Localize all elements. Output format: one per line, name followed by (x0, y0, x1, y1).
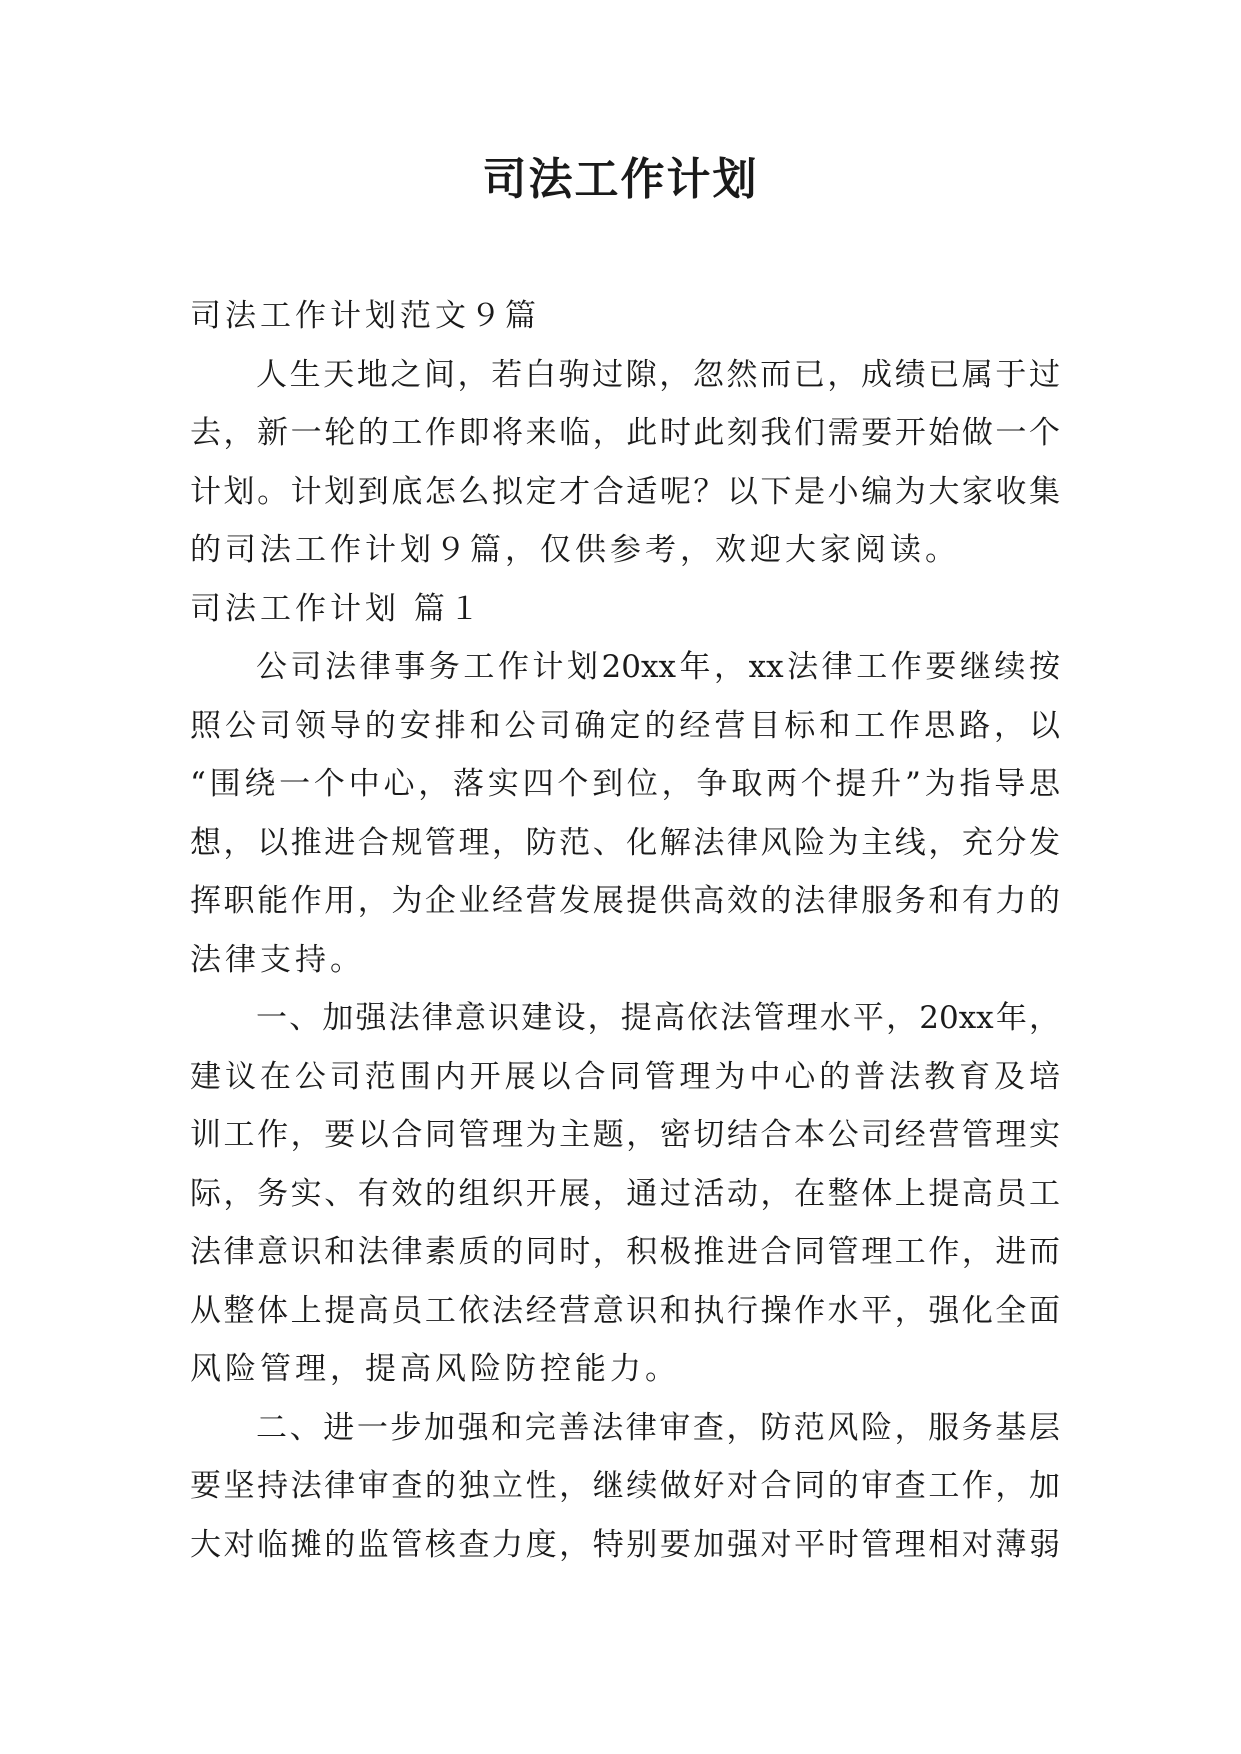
text-line: 计划。计划到底怎么拟定才合适呢？以下是小编为大家收集 (190, 473, 1060, 510)
text-line: 训工作，要以合同管理为主题，密切结合本公司经营管理实 (190, 1117, 1060, 1153)
text-line: 去，新一轮的工作即将来临，此时此刻我们需要开始做一个 (190, 415, 1060, 451)
text-line: 二、进一步加强和完善法律审查，防范风险，服务基层 (256, 1409, 1060, 1446)
text-line: 法律意识和法律素质的同时，积极推进合同管理工作，进而 (190, 1234, 1060, 1270)
text-line: 的司法工作计划９篇，仅供参考，欢迎大家阅读。 (190, 532, 960, 568)
text-line: 人生天地之间，若白驹过隙，忽然而已，成绩已属于过 (256, 356, 1060, 393)
text-line: 公司法律事务工作计划20xx年，xx法律工作要继续按 (256, 649, 1060, 685)
text-line: 一、加强法律意识建设，提高依法管理水平，20xx年， (256, 1000, 1060, 1036)
text-line: 要坚持法律审查的独立性，继续做好对合同的审查工作，加 (190, 1468, 1060, 1504)
text-line: 建议在公司范围内开展以合同管理为中心的普法教育及培 (190, 1058, 1060, 1095)
text-line: “围绕一个中心，落实四个到位，争取两个提升”为指导思 (190, 766, 1060, 802)
text-line: 挥职能作用，为企业经营发展提供高效的法律服务和有力的 (190, 883, 1060, 919)
text-line: 风险管理，提高风险防控能力。 (190, 1351, 680, 1387)
text-line: 想，以推进合规管理，防范、化解法律风险为主线，充分发 (190, 824, 1060, 861)
text-line: 从整体上提高员工依法经营意识和执行操作水平，强化全面 (190, 1292, 1060, 1329)
text-line: 照公司领导的安排和公司确定的经营目标和工作思路，以 (190, 707, 1060, 744)
text-line: 司法工作计划范文９篇 (190, 298, 540, 334)
document-body (190, 287, 1060, 1574)
document-title: 司法工作计划 (482, 154, 759, 205)
text-line: 际，务实、有效的组织开展，通过活动，在整体上提高员工 (190, 1175, 1060, 1212)
text-line: 大对临摊的监管核查力度，特别要加强对平时管理相对薄弱 (190, 1526, 1060, 1563)
text-line: 法律支持。 (190, 941, 365, 978)
text-line: 司法工作计划 篇１ (190, 590, 484, 627)
